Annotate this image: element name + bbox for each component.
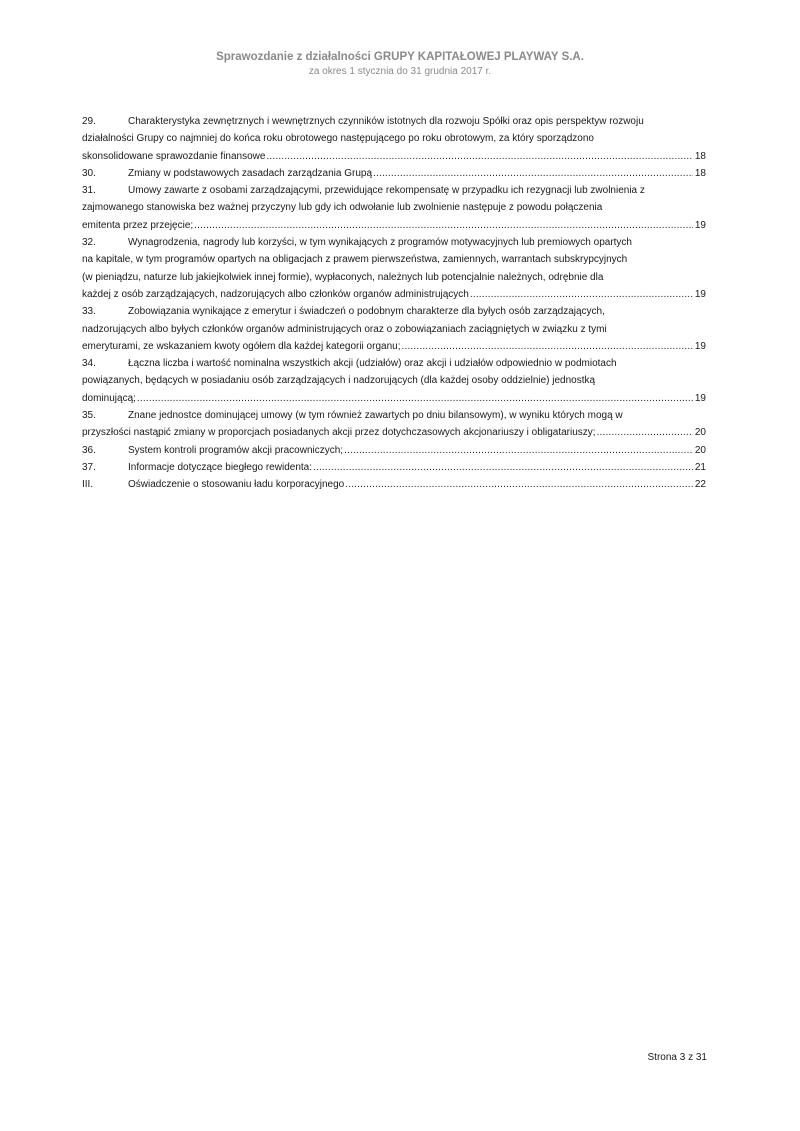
report-period: za okres 1 stycznia do 31 grudnia 2017 r. <box>308 66 492 77</box>
toc-entry-line <box>82 442 706 459</box>
toc-entry-line <box>82 338 706 355</box>
toc-entry-line <box>82 165 706 182</box>
toc-entry-page: 18 <box>694 150 706 162</box>
toc-entry-text: System kontroli programów akcji pracowniczych; <box>128 444 344 456</box>
toc-entry-line <box>82 199 706 216</box>
dot-leader <box>137 390 693 407</box>
toc-entry[interactable] <box>82 459 706 476</box>
toc-entry-text: emitenta przez przejęcie; <box>82 219 194 231</box>
dot-leader <box>470 286 693 303</box>
toc-entry[interactable] <box>82 355 706 407</box>
toc-entry-page: 19 <box>694 340 706 352</box>
toc-entry[interactable] <box>82 182 706 234</box>
dot-leader <box>345 476 693 493</box>
dot-leader <box>597 424 693 441</box>
toc-entry-line <box>82 182 706 199</box>
toc-entry-number: 35. <box>82 410 96 422</box>
toc-entry-text: zajmowanego stanowiska bez ważnej przyczyny lub gdy ich odwołanie lub zwolnienie następuje z powodu połączenia <box>82 202 603 214</box>
toc-entry-line <box>82 321 706 338</box>
toc-entry-page: 20 <box>694 444 706 456</box>
toc-entry-line <box>82 286 706 303</box>
toc-entry-text: każdej z osób zarządzających, nadzorujących albo członków organów administrujących <box>82 288 469 300</box>
toc-entry-text: działalności Grupy co najmniej do końca roku obrotowego następującego po roku obrotowym, za który sporządzono <box>82 133 594 145</box>
toc-entry-page: 19 <box>694 392 706 404</box>
toc-entry-line <box>82 130 706 147</box>
toc-entry-line <box>82 234 706 251</box>
toc-entry-line <box>82 476 706 493</box>
toc-entry-line <box>82 251 706 268</box>
toc-entry-text: przyszłości nastąpić zmiany w proporcjach posiadanych akcji przez dotychczasowych akcjonariuszy i obligatariuszy; <box>82 427 596 439</box>
toc-entry-line <box>82 459 706 476</box>
toc-entry-text: Oświadczenie o stosowaniu ładu korporacyjnego <box>128 479 345 491</box>
dot-leader <box>194 217 693 234</box>
toc-entry-text: Zobowiązania wynikające z emerytur i świadczeń o podobnym charakterze dla byłych osób zarządzających, <box>128 306 605 318</box>
toc-entry-page: 18 <box>694 167 706 179</box>
page-number: Strona 3 z 31 <box>647 1052 707 1063</box>
toc-entry-line <box>82 217 706 234</box>
toc-entry-text: na kapitale, w tym programów opartych na obligacjach z prawem pierwszeństwa, zamiennych, warrantach subskrypcyjnych <box>82 254 628 266</box>
toc-entry-text: emeryturami, ze wskazaniem kwoty ogółem dla każdej kategorii organu; <box>82 340 401 352</box>
toc-entry[interactable] <box>82 234 706 303</box>
toc-entry[interactable] <box>82 113 706 165</box>
dot-leader <box>266 148 692 165</box>
toc-entry-line <box>82 269 706 286</box>
toc-entry-line <box>82 390 706 407</box>
toc-entry-line <box>82 407 706 424</box>
toc-entry-line <box>82 355 706 372</box>
toc-entry-line <box>82 372 706 389</box>
toc-entry-number: III. <box>82 479 94 491</box>
toc-entry[interactable] <box>82 303 706 355</box>
toc-entry-text: dominującą; <box>82 392 136 404</box>
toc-entry-page: 22 <box>694 479 706 491</box>
toc-entry-number: 29. <box>82 116 96 127</box>
toc-entry-page: 19 <box>694 288 706 300</box>
toc-entry-line <box>82 148 706 165</box>
toc-entry-text: nadzorujących albo byłych członków organów administrujących oraz o zobowiązaniach zaciągniętych w związku z tymi <box>82 323 607 335</box>
toc-entry-text: powiązanych, będących w posiadaniu osób zarządzających i nadzorujących (dla każdej osoby oddzielnie) jednostką <box>82 375 596 387</box>
toc-entry-page: 19 <box>694 219 706 231</box>
toc-entry[interactable] <box>82 476 706 493</box>
toc-entry-number: 30. <box>82 167 96 179</box>
dot-leader <box>344 442 693 459</box>
toc-entry-page: 21 <box>694 461 706 473</box>
toc-entry-number: 31. <box>82 185 96 197</box>
toc-entry[interactable] <box>82 407 706 442</box>
dot-leader <box>313 459 693 476</box>
table-of-contents <box>82 113 706 494</box>
toc-entry-text: Wynagrodzenia, nagrody lub korzyści, w tym wynikających z programów motywacyjnych lub premiowych opartych <box>128 237 632 249</box>
toc-entry-text: (w pieniądzu, naturze lub jakiejkolwiek innej formie), wypłaconych, należnych lub potencjalnie należnych, odrębnie dla <box>82 271 604 283</box>
dot-leader <box>401 338 692 355</box>
toc-entry-text: Znane jednostce dominującej umowy (w tym również zawartych po dniu bilansowym), w wyniku których mogą w <box>128 410 623 422</box>
toc-entry-number: 37. <box>82 461 96 473</box>
toc-entry-text: Charakterystyka zewnętrznych i wewnętrznych czynników istotnych dla rozwoju Spółki oraz opis perspektyw rozwoju <box>128 116 644 127</box>
toc-entry-text: Informacje dotyczące biegłego rewidenta: <box>128 461 312 473</box>
toc-entry-text: Zmiany w podstawowych zasadach zarządzania Grupą <box>128 167 373 179</box>
report-title: Sprawozdanie z działalności GRUPY KAPITAŁOWEJ PLAYWAY S.A. <box>216 51 584 63</box>
page-header <box>0 50 800 78</box>
toc-entry[interactable] <box>82 442 706 459</box>
toc-entry-text: Umowy zawarte z osobami zarządzającymi, przewidujące rekompensatę w przypadku ich rezygnacji lub zwolnienia z <box>128 185 645 197</box>
toc-entry-number: 33. <box>82 306 96 318</box>
toc-entry-line <box>82 424 706 441</box>
toc-entry-number: 34. <box>82 358 96 370</box>
dot-leader <box>373 165 693 182</box>
toc-entry-number: 32. <box>82 237 96 249</box>
toc-entry-page: 20 <box>694 427 706 439</box>
toc-entry[interactable] <box>82 165 706 182</box>
toc-entry-number: 36. <box>82 444 96 456</box>
toc-entry-line <box>82 113 706 130</box>
toc-entry-text: skonsolidowane sprawozdanie finansowe <box>82 150 266 162</box>
toc-entry-line <box>82 303 706 320</box>
toc-entry-text: Łączna liczba i wartość nominalna wszystkich akcji (udziałów) oraz akcji i udziałów odpowiednio w podmiotach <box>128 358 617 370</box>
